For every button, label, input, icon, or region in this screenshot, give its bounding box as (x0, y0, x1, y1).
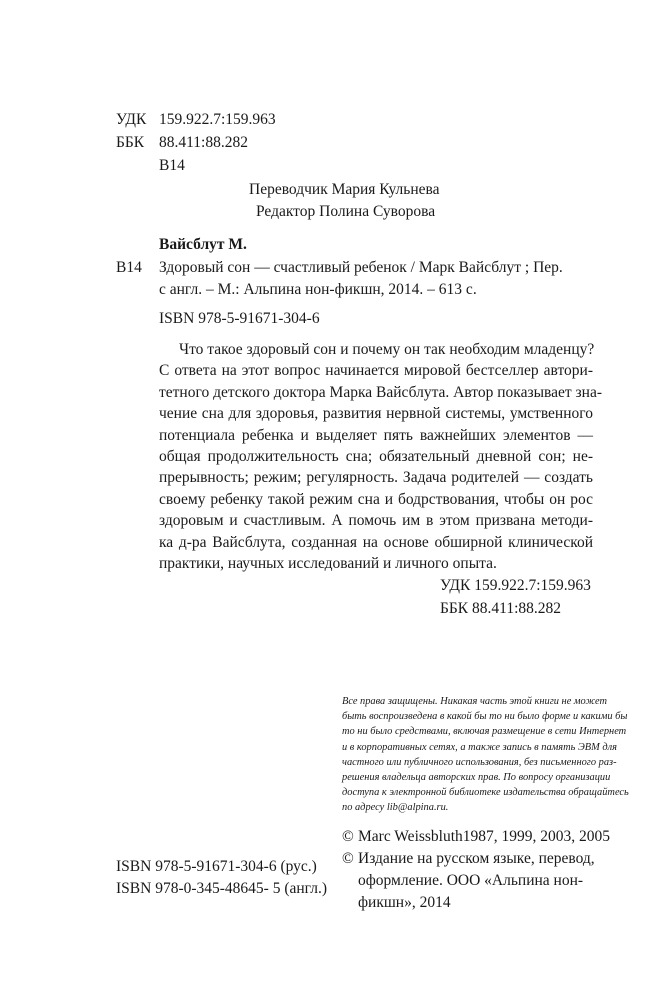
annotation-line: практики, научных исследований и личного опыта. (159, 555, 497, 573)
annotation-line: здоровым и счастливым. А помочь им в этом призвана методи- (159, 512, 593, 530)
annotation-paragraph (159, 339, 602, 574)
copyright-edition-line: оформление. ООО «Альпина нон- (358, 872, 584, 889)
udk-value: 159.922.7:159.963 (159, 111, 276, 128)
udk-label: УДК (116, 111, 147, 128)
annotation-line: тетного детского доктора Марка Вайсблута. Автор показывает зна- (159, 383, 602, 401)
annotation-line: Что такое здоровый сон и почему он так необходим младенцу? (179, 341, 595, 358)
annotation-line: общая продолжительность сна; обязательный дневной сон; не- (159, 448, 593, 466)
rights-notice (342, 694, 629, 816)
rights-line: то ни было средствами, включая размещение в сети Интернет (342, 726, 627, 738)
author-heading: Вайсблут М. (159, 236, 247, 253)
author-sign: В14 (159, 157, 185, 174)
copyright-symbol: © (342, 850, 354, 867)
annotation-bbk: ББК 88.411:88.282 (440, 600, 561, 617)
entry-title-line: Здоровый сон — счастливый ребенок / Марк Вайсблут ; Пер. (159, 259, 563, 276)
rights-line: быть воспроизведена в какой бы то ни было форме и какими бы (342, 711, 628, 723)
rights-line: и в корпоративных сетях, а также запись в память ЭВМ для (342, 741, 617, 753)
copyright-edition-line: Издание на русском языке, перевод, (358, 850, 595, 867)
isbn-rus: ISBN 978-5-91671-304-6 (рус.) (116, 858, 317, 875)
annotation-udk: УДК 159.922.7:159.963 (440, 577, 591, 594)
rights-line: доступа к электронной библиотеке издательства обращайтесь (342, 787, 629, 799)
editor-credit: Редактор Полина Суворова (256, 203, 436, 220)
rights-line: Все права защищены. Никакая часть этой книги не может (342, 696, 607, 707)
entry-author-sign: В14 (116, 259, 142, 276)
annotation-line: ка д-ра Вайсблута, созданная на основе обширной клинической (159, 533, 593, 551)
entry-isbn: ISBN 978-5-91671-304-6 (159, 310, 320, 327)
annotation-line: потенциала ребенка и выделяет пять важнейших элементов — (159, 426, 593, 444)
copyright-original: Marc Weissbluth1987, 1999, 2003, 2005 (358, 828, 611, 845)
annotation-line: чение сна для здоровья, развития нервной системы, умственного (159, 405, 593, 423)
annotation-line: С ответа на этот вопрос начинается мировой бестселлер автори- (159, 362, 593, 380)
annotation-line: своему ребенку такой режим сна и бодрствования, чтобы он рос (159, 490, 593, 508)
rights-line: по адресу lib@alpina.ru. (342, 802, 449, 814)
isbn-eng: ISBN 978-0-345-48645- 5 (англ.) (116, 880, 328, 897)
bbk-label: ББК (116, 134, 145, 151)
annotation-line: прерывность; режим; регулярность. Задача родителей — создать (159, 469, 593, 487)
rights-line: решения владельца авторских прав. По вопросу организации (342, 772, 611, 784)
translator-credit: Переводчик Мария Кульнева (249, 181, 440, 198)
rights-line: частного или публичного использования, без письменного раз- (342, 756, 617, 768)
entry-imprint-line: с англ. – М.: Альпина нон-фикшн, 2014. – 613 с. (159, 281, 477, 298)
copyright-edition-line: фикшн», 2014 (358, 894, 451, 911)
copyright-symbol: © (342, 828, 354, 845)
bbk-value: 88.411:88.282 (159, 134, 248, 151)
